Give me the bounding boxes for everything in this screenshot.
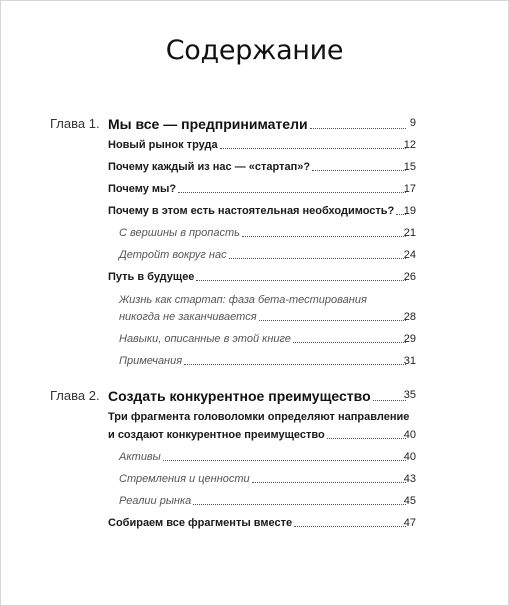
entry-title: Примечания: [119, 355, 183, 367]
entry-title: Навыки, описанные в этой книге: [119, 333, 291, 345]
entry-title-line-2: и создают конкурентное преимущество: [108, 429, 325, 441]
chapter-title: Мы все — предприниматели: [108, 116, 308, 132]
entry-title: Новый рынок труда: [108, 139, 218, 151]
toc-chapter-2[interactable]: [108, 388, 416, 404]
dot-leader: [252, 482, 406, 483]
entry-title: Стремления и ценности: [119, 473, 250, 485]
chapter-1-label: Глава 1.: [50, 116, 100, 131]
page-number: 28: [403, 311, 416, 323]
page-number: 26: [403, 271, 416, 283]
entry-title: Почему в этом есть настоятельная необходимость?: [108, 205, 395, 217]
toc-entry[interactable]: [108, 271, 416, 284]
page-number: 47: [403, 517, 416, 529]
dot-leader: [178, 192, 406, 193]
entry-title-line-1[interactable]: Три фрагмента головоломки определяют направление: [108, 411, 410, 423]
page-number: 24: [403, 249, 416, 261]
dot-leader: [293, 342, 406, 343]
toc-entry[interactable]: [108, 161, 416, 174]
page-number: 45: [403, 495, 416, 507]
toc-subentry[interactable]: [119, 495, 416, 508]
toc-subentry[interactable]: [119, 333, 416, 346]
toc-subentry[interactable]: [119, 473, 416, 486]
toc-entry[interactable]: [108, 517, 416, 530]
page-number: 12: [403, 139, 416, 151]
entry-title: Почему каждый из нас — «стартап»?: [108, 161, 311, 173]
dot-leader: [259, 320, 406, 321]
toc-subentry[interactable]: [119, 249, 416, 262]
toc-subentry[interactable]: [119, 451, 416, 464]
page-number: 40: [403, 429, 416, 441]
dot-leader: [310, 128, 406, 129]
page-number: 31: [403, 355, 416, 367]
entry-title-line-2: никогда не заканчивается: [119, 311, 257, 323]
dot-leader: [163, 460, 406, 461]
toc-entry[interactable]: [108, 429, 416, 442]
chapter-2-label: Глава 2.: [50, 388, 100, 403]
entry-title: Детройт вокруг нас: [119, 249, 227, 261]
dot-leader: [193, 504, 406, 505]
page-number: 21: [403, 227, 416, 239]
toc-subentry[interactable]: [119, 355, 416, 368]
dot-leader: [196, 280, 406, 281]
page-number: 17: [403, 183, 416, 195]
entry-title-line-1[interactable]: Жизнь как стартап: фаза бета-тестирования: [119, 294, 367, 306]
dot-leader: [312, 170, 406, 171]
dot-leader: [229, 258, 406, 259]
toc-subentry[interactable]: [119, 311, 416, 324]
page-number: 35: [403, 389, 416, 401]
toc-entry[interactable]: [108, 139, 416, 152]
chapter-title: Создать конкурентное преимущество: [108, 388, 371, 404]
entry-title: Активы: [119, 451, 161, 463]
entry-title: Реалии рынка: [119, 495, 192, 507]
toc-chapter-1[interactable]: [108, 116, 416, 132]
page-number: 19: [403, 205, 416, 217]
toc-subentry[interactable]: [119, 227, 416, 240]
entry-title: Почему мы?: [108, 183, 177, 195]
entry-title: С вершины в пропасть: [119, 227, 240, 239]
page-number: 40: [403, 451, 416, 463]
page-number: 43: [403, 473, 416, 485]
page-number: 9: [409, 117, 416, 129]
entry-title: Путь в будущее: [108, 271, 195, 283]
entry-title: Собираем все фрагменты вместе: [108, 517, 293, 529]
dot-leader: [242, 236, 406, 237]
toc-entry[interactable]: [108, 183, 416, 196]
dot-leader: [184, 364, 406, 365]
dot-leader: [294, 526, 406, 527]
toc-entry[interactable]: [108, 205, 416, 218]
dot-leader: [220, 148, 406, 149]
page-number: 15: [403, 161, 416, 173]
page-number: 29: [403, 333, 416, 345]
page-title: Содержание: [165, 35, 344, 66]
